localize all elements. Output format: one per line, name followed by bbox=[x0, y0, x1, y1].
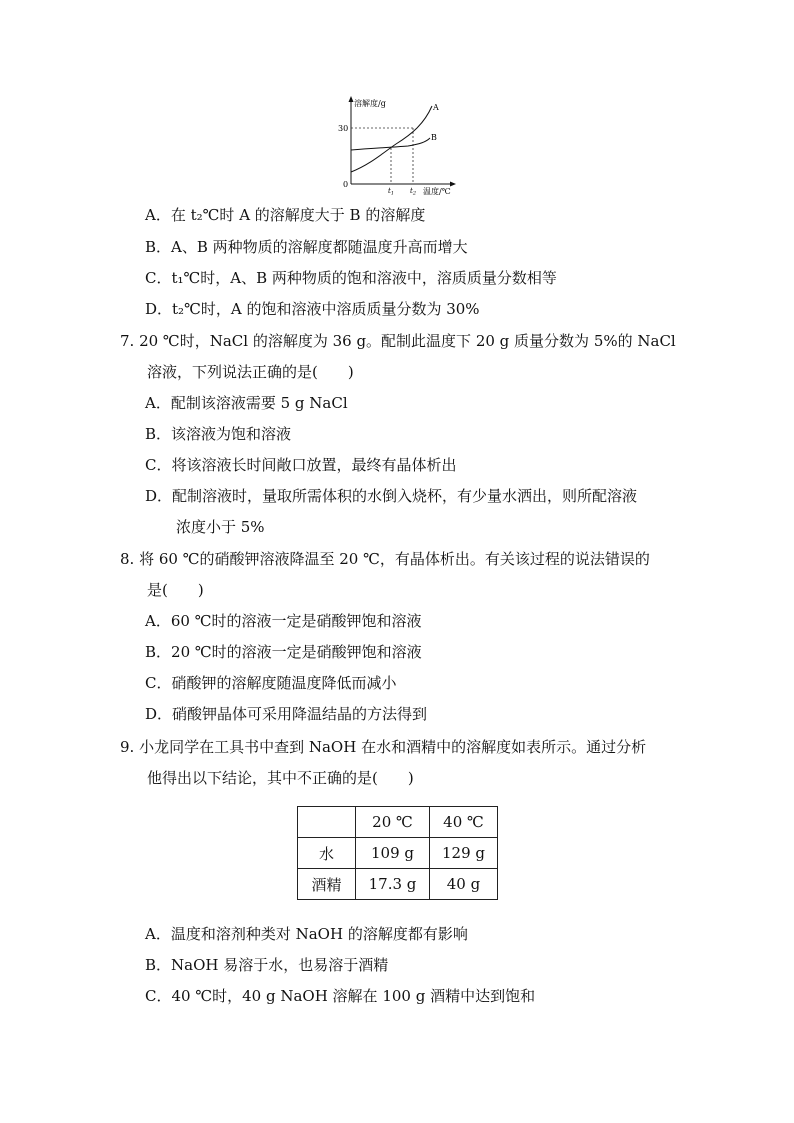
solubility-table bbox=[297, 806, 498, 900]
table-cell: 水 bbox=[298, 838, 356, 869]
solubility-graph bbox=[336, 92, 466, 200]
curve-a-label: A bbox=[433, 103, 439, 112]
curve-a bbox=[351, 106, 432, 172]
q7-option-d-cont: 浓度小于 5% bbox=[176, 518, 265, 536]
q8-option-b: B．20 ℃时的溶液一定是硝酸钾饱和溶液 bbox=[145, 643, 422, 661]
q7-stem: 7. 20 ℃时，NaCl 的溶解度为 36 g。配制此温度下 20 g 质量分数为 5%的 NaCl bbox=[120, 332, 676, 350]
q7-option-b: B．该溶液为饱和溶液 bbox=[145, 425, 292, 443]
y-tick-30: 30 bbox=[338, 124, 349, 133]
solubility-figure bbox=[336, 92, 466, 200]
q6-option-c: C．t₁℃时，A、B 两种物质的饱和溶液中，溶质质量分数相等 bbox=[145, 269, 557, 287]
q9-option-a: A．温度和溶剂种类对 NaOH 的溶解度都有影响 bbox=[145, 925, 468, 943]
q8-stem: 8. 将 60 ℃的硝酸钾溶液降温至 20 ℃，有晶体析出。有关该过程的说法错误的 bbox=[120, 550, 650, 568]
t2-label: $t_2$ bbox=[410, 187, 417, 197]
q7-option-d: D．配制溶液时，量取所需体积的水倒入烧杯，有少量水洒出，则所配溶液 bbox=[145, 487, 638, 505]
q9-stem-cont: 他得出以下结论，其中不正确的是( ) bbox=[147, 769, 414, 787]
table-header-cell: 20 ℃ bbox=[356, 807, 430, 838]
q7-option-a: A．配制该溶液需要 5 g NaCl bbox=[145, 394, 348, 412]
table-cell: 酒精 bbox=[298, 869, 356, 900]
table-cell: 40 g bbox=[430, 869, 498, 900]
table-header-row bbox=[298, 807, 498, 838]
origin-label: 0 bbox=[343, 180, 349, 189]
q6-option-d: D．t₂℃时，A 的饱和溶液中溶质质量分数为 30% bbox=[145, 300, 480, 318]
q8-option-d: D．硝酸钾晶体可采用降温结晶的方法得到 bbox=[145, 705, 428, 723]
table-header-cell: 40 ℃ bbox=[430, 807, 498, 838]
table-cell: 109 g bbox=[356, 838, 430, 869]
q6-option-b: B．A、B 两种物质的溶解度都随温度升高而增大 bbox=[145, 238, 468, 256]
q8-stem-cont: 是( ) bbox=[147, 581, 204, 599]
y-axis-label: 溶解度/g bbox=[354, 99, 386, 108]
q6-option-a: A．在 t₂℃时 A 的溶解度大于 B 的溶解度 bbox=[145, 206, 426, 224]
q9-stem: 9. 小龙同学在工具书中查到 NaOH 在水和酒精中的溶解度如表所示。通过分析 bbox=[120, 738, 647, 756]
table-cell: 17.3 g bbox=[356, 869, 430, 900]
q9-option-c: C．40 ℃时，40 g NaOH 溶解在 100 g 酒精中达到饱和 bbox=[145, 987, 536, 1005]
curve-b-label: B bbox=[431, 133, 437, 142]
q8-option-c: C．硝酸钾的溶解度随温度降低而减小 bbox=[145, 674, 397, 692]
table-header-cell bbox=[298, 807, 356, 838]
x-axis-arrow bbox=[450, 182, 456, 187]
table-cell: 129 g bbox=[430, 838, 498, 869]
y-axis-arrow bbox=[349, 96, 354, 102]
q7-option-c: C．将该溶液长时间敞口放置，最终有晶体析出 bbox=[145, 456, 457, 474]
table-row bbox=[298, 838, 498, 869]
table-row bbox=[298, 869, 498, 900]
q8-option-a: A．60 ℃时的溶液一定是硝酸钾饱和溶液 bbox=[145, 612, 422, 630]
x-axis-label: 温度/℃ bbox=[423, 187, 451, 196]
q9-option-b: B．NaOH 易溶于水，也易溶于酒精 bbox=[145, 956, 389, 974]
t1-label: $t_1$ bbox=[388, 187, 395, 197]
q7-stem-cont: 溶液，下列说法正确的是( ) bbox=[147, 363, 354, 381]
